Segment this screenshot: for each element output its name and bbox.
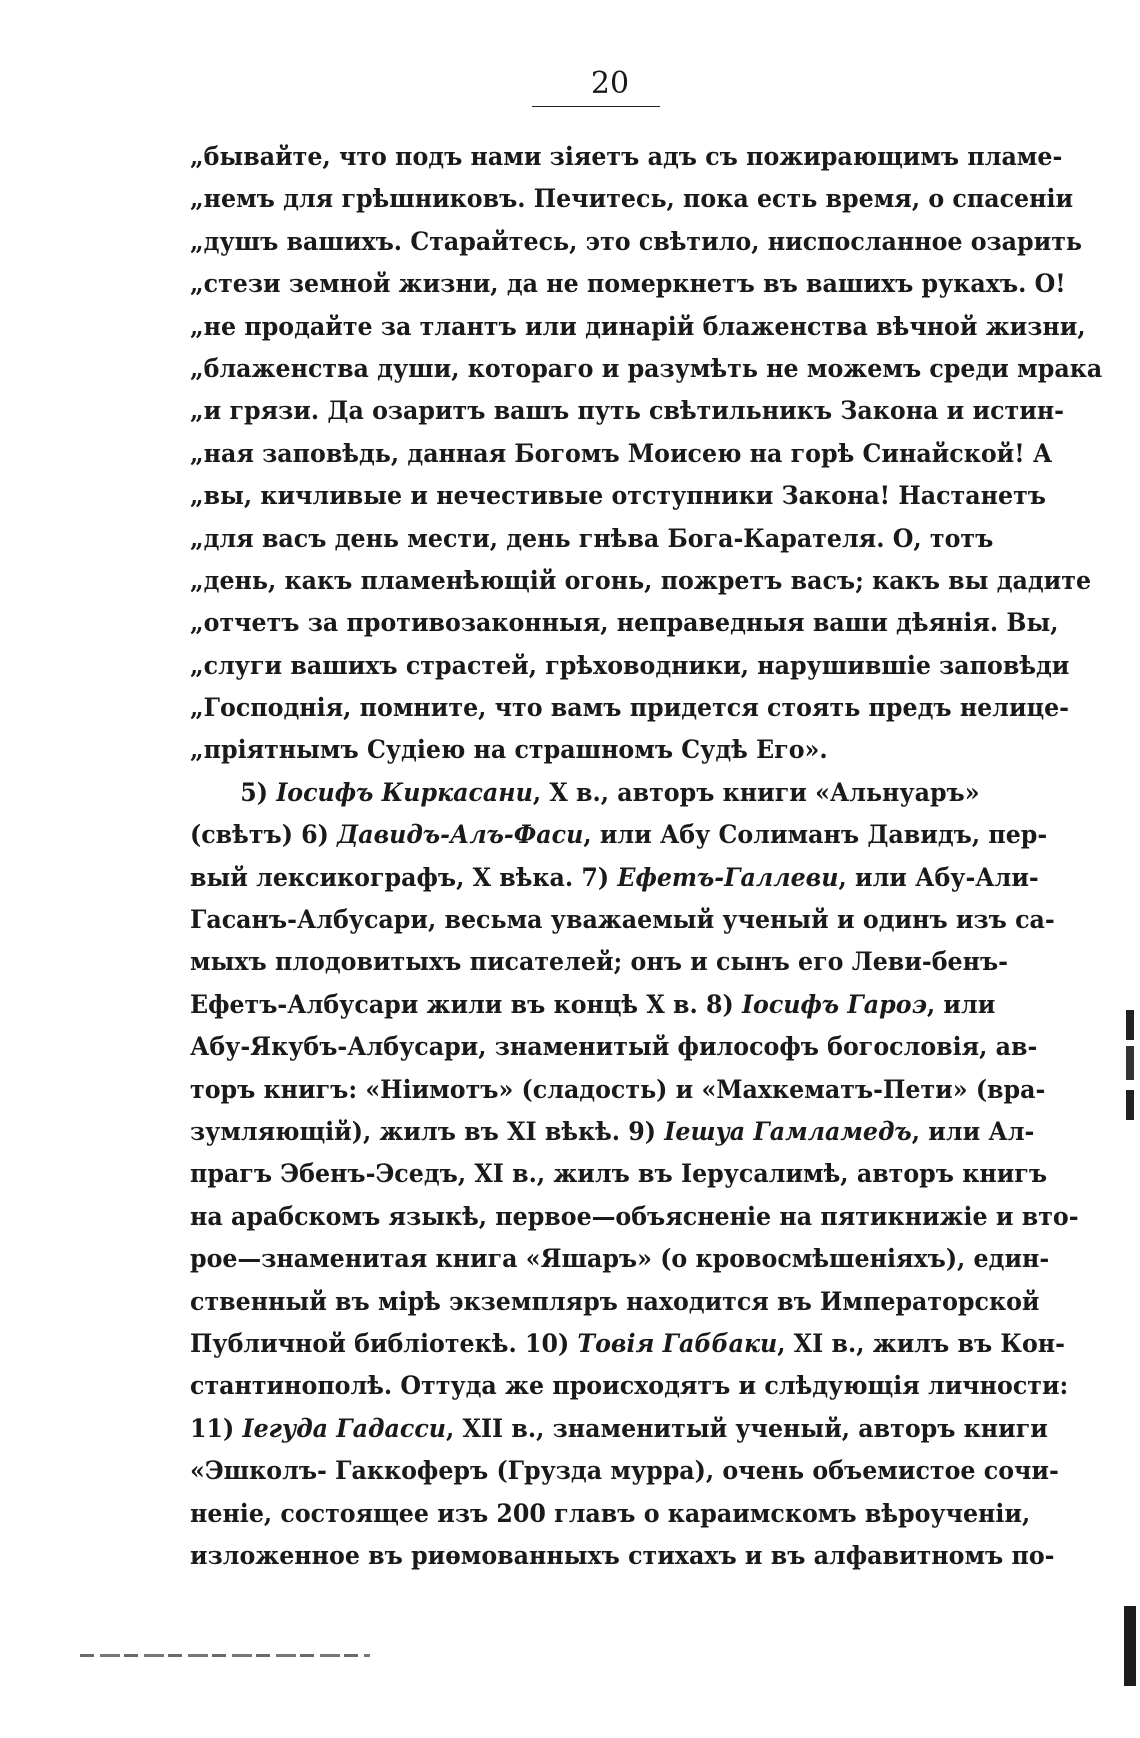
text-segment: неніе, состоящее изъ 200 главъ о караимскомъ вѣроученіи, [190,1498,1031,1529]
author-name: Іешуа Гамламедъ [664,1116,912,1147]
text-segment: изложенное въ риѳмованныхъ стихахъ и въ алфавитномъ по- [190,1540,1055,1571]
text-segment: , или Абу-Али- [838,862,1039,893]
text-line [190,1196,1079,1238]
author-name: Іосифъ Гароэ [741,989,927,1020]
text-segment: 11) [190,1413,243,1444]
author-name: Іосифъ Киркасани [276,777,533,808]
scan-edge-mark [1124,1606,1136,1686]
text-line: „не продайте за тлантъ или динарій блаженства вѣчной жизни, [190,311,1086,342]
text-segment: стантинополѣ. Оттуда же происходятъ и слѣдующія личности: [190,1371,1069,1402]
scan-smudge [80,1654,370,1657]
paragraph-quotation [190,136,1103,772]
text-line [190,1026,1038,1068]
text-segment: , или Абу Солиманъ Давидъ, пер- [583,820,1048,851]
text-segment: 5) [240,777,277,808]
text-segment: (свѣтъ) 6) [190,820,338,851]
text-segment: мыхъ плодовитыхъ писателей; онъ и сынъ его Леви-бенъ- [190,947,1009,978]
text-line [190,1153,1048,1195]
text-segment: Абу-Якубъ-Албусари, знаменитый философъ богословія, ав- [190,1032,1038,1063]
text-segment: «Эшколъ- Гаккоферъ (Грузда мурра), очень объемистое сочи- [190,1456,1059,1487]
paragraph-author-list [190,772,1079,1577]
text-line [190,1535,1055,1577]
text-line: „отчетъ за противозаконныя, неправедныя ваши дѣянія. Вы, [190,608,1059,639]
text-segment: , XII в., знаменитый ученый, авторъ книги [446,1413,1048,1444]
text-segment: на арабскомъ языкѣ, первое—объясненіе на пятикнижіе и вто- [190,1201,1079,1232]
text-line [190,857,1039,899]
author-name: Товія Габбаки [577,1328,778,1359]
text-line [190,984,996,1026]
author-name: Іегуда Гадасси [242,1413,447,1444]
text-line [190,1408,1048,1450]
text-line: „ная заповѣдь, данная Богомъ Моисею на горѣ Синайской! А [190,438,1053,469]
text-segment: Гасанъ-Албусари, весьма уважаемый ученый и одинъ изъ са- [190,905,1055,936]
text-line [190,1238,1050,1280]
text-line [190,941,1009,983]
text-line [190,1450,1059,1492]
text-line [190,1111,1035,1153]
body-text [190,136,1103,1577]
text-segment: , X в., авторъ книги «Альнуаръ» [532,777,980,808]
scan-edge-mark [1126,1010,1134,1120]
text-line [190,899,1055,941]
text-segment: , или Ал- [911,1116,1035,1147]
text-segment: , или [926,989,996,1020]
text-segment: Публичной библіотекѣ. 10) [190,1328,578,1359]
text-line: „вы, кичливые и нечестивые отступники Закона! Настанетъ [190,481,1046,512]
text-segment: рое—знаменитая книга «Яшаръ» (о кровосмѣшеніяхъ), един- [190,1244,1050,1275]
text-line: „бывайте, что подъ нами зіяетъ адъ съ пожирающимъ пламе- [190,142,1063,172]
text-line: „Господнія, помните, что вамъ придется стоять предъ нелице- [190,693,1070,724]
text-line [190,1323,1065,1365]
author-name: Ефетъ-Галлеви [617,862,839,893]
text-line: „и грязи. Да озаритъ вашъ путь свѣтильникъ Закона и истин- [190,396,1065,427]
text-line: „пріятнымъ Судіею на страшномъ Судѣ Его». [190,735,828,766]
text-segment: ственный въ мірѣ экземпляръ находится въ Императорской [190,1286,1040,1317]
text-line: „блаженства души, котораго и разумѣть не можемъ среди мрака [190,353,1103,384]
text-line [190,814,1048,856]
text-segment: торъ книгъ: «Ніимотъ» (сладость) и «Махкематъ-Пети» (вра- [190,1074,1046,1105]
text-line: „день, какъ пламенѣющій огонь, пожретъ васъ; какъ вы дадите [190,565,1092,596]
text-line: „стези земной жизни, да не померкнетъ въ вашихъ рукахъ. О! [190,269,1066,300]
text-line: „немъ для грѣшниковъ. Печитесь, пока есть время, о спасеніи [190,184,1074,215]
text-line: „душъ вашихъ. Старайтесь, это свѣтило, ниспосланное озарить [190,226,1083,257]
text-line [190,1281,1040,1323]
text-line [190,1365,1069,1407]
text-line: „слуги вашихъ страстей, грѣховодники, нарушившіе заповѣди [190,650,1070,681]
text-segment: прагъ Эбенъ-Эседъ, XI в., жилъ въ Іерусалимѣ, авторъ книгъ [190,1159,1048,1190]
text-line [190,1493,1031,1535]
text-line: „для васъ день мести, день гнѣва Бога-Карателя. О, тотъ [190,523,994,554]
text-segment: вый лексикографъ, X вѣка. 7) [190,862,618,893]
text-segment: Ефетъ-Албусари жили въ концѣ X в. 8) [190,989,742,1020]
text-line [190,1069,1046,1111]
text-line [190,772,980,814]
text-segment: , XI в., жилъ въ Кон- [777,1328,1065,1359]
author-name: Давидъ-Алъ-Фаси [337,820,584,851]
page-number: 20 [590,66,630,101]
text-segment: зумляющій), жилъ въ XI вѣкѣ. 9) [190,1116,665,1147]
page-number-rule [532,106,660,107]
